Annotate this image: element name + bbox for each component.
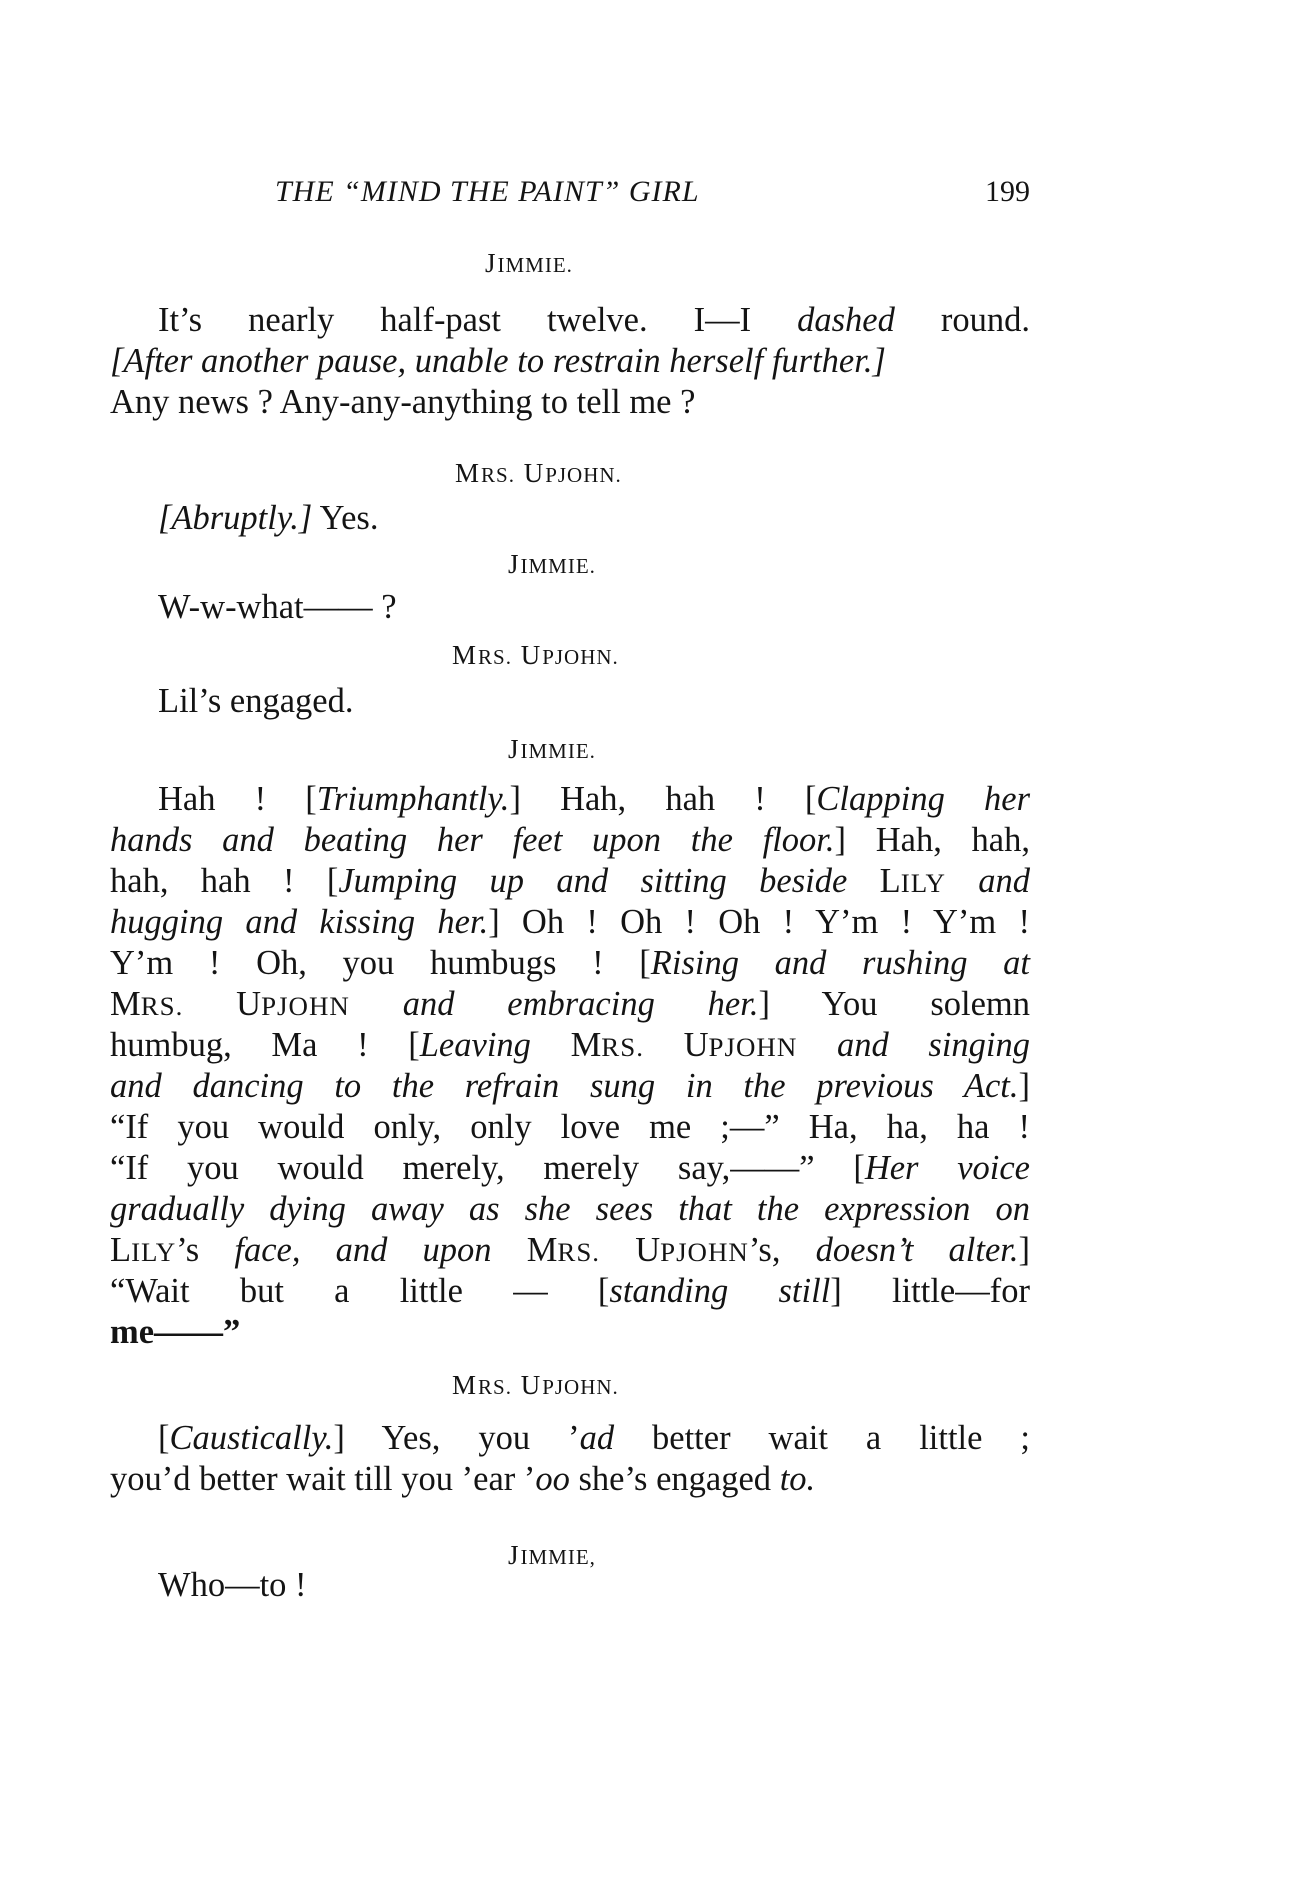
dialogue-line — [110, 984, 1030, 1026]
text: to. — [779, 1460, 816, 1498]
text: W-w-what—— ? — [158, 588, 397, 626]
text: Hah ! [ — [158, 780, 317, 818]
speaker-jimmie — [508, 1540, 596, 1571]
text: round. — [894, 301, 1030, 339]
speaker-rest: RS. — [481, 463, 515, 487]
text: Her voice — [864, 1149, 1030, 1187]
text: M — [110, 985, 141, 1023]
dialogue-line — [158, 498, 378, 538]
dialogue-line — [110, 1271, 1030, 1311]
text: and dancing to the refrain sung in the previous Act. — [110, 1067, 1019, 1105]
text: hugging and kissing her. — [110, 903, 489, 941]
speaker-rest: PJOHN. — [542, 645, 619, 669]
text: [After another pause, unable to restrain herself further.] — [110, 342, 886, 380]
speaker-mrs-upjohn — [452, 1370, 619, 1401]
text: U — [183, 985, 262, 1023]
text: Triumphantly. — [316, 780, 510, 818]
speaker-jimmie — [508, 734, 596, 765]
text: humbug, Ma ! [ — [110, 1026, 420, 1064]
text: ] — [1018, 1067, 1030, 1105]
dialogue-line — [158, 681, 353, 721]
speaker-rest: RS. — [478, 645, 512, 669]
text: U — [643, 1026, 709, 1064]
running-header — [275, 175, 1030, 209]
page-number: 199 — [985, 175, 1030, 208]
text: ] You solemn — [758, 985, 1031, 1023]
text: [ — [158, 1419, 170, 1457]
dialogue-line — [110, 943, 1030, 983]
text: PJOHN — [660, 1237, 749, 1267]
text: L — [879, 862, 901, 900]
text: Rising and rushing at — [650, 944, 1030, 982]
speaker-rest: IMMIE. — [497, 253, 573, 277]
text: RS. — [140, 991, 184, 1021]
speaker-initial: J — [508, 1540, 521, 1570]
speaker-rest: IMMIE. — [520, 554, 596, 578]
speaker-initial: U — [523, 458, 546, 488]
text: RS. — [601, 1032, 644, 1062]
speaker-mrs-upjohn — [452, 640, 619, 671]
speaker-initial: M — [452, 640, 479, 670]
text: ] little—for — [830, 1272, 1030, 1310]
dialogue-line — [158, 779, 1030, 819]
speaker-rest: PJOHN. — [542, 1375, 619, 1399]
text: ’s, — [748, 1231, 816, 1269]
text: ILY — [131, 1237, 177, 1267]
text: Clapping her — [816, 780, 1030, 818]
text: M — [491, 1231, 558, 1269]
dialogue-line — [158, 300, 1030, 340]
text: better wait a little ; — [614, 1419, 1030, 1457]
text: “Wait but a little — [ — [110, 1272, 610, 1310]
text: [Abruptly.] — [158, 499, 313, 537]
speaker-initial: J — [485, 248, 498, 278]
dialogue-line — [158, 1565, 307, 1605]
speaker-initial: U — [520, 640, 543, 670]
stage-direction — [110, 341, 1030, 381]
speaker-initial: J — [508, 549, 521, 579]
speaker-initial: M — [455, 458, 482, 488]
text: and embracing her. — [402, 985, 759, 1023]
speaker-mrs-upjohn — [455, 458, 622, 489]
text: Y’m ! Oh, you humbugs ! [ — [110, 944, 651, 982]
text: Leaving — [419, 1026, 531, 1064]
speaker-rest: PJOHN. — [545, 463, 622, 487]
text: “If you would merely, merely say,——” [ — [110, 1149, 865, 1187]
text: ] Hah, hah, — [834, 821, 1030, 859]
text: ILY — [900, 868, 946, 898]
dialogue-line — [110, 861, 1030, 903]
text: me——” — [110, 1313, 241, 1351]
text: dashed — [797, 301, 895, 339]
dialogue-line — [110, 1459, 815, 1499]
dialogue-line — [110, 1312, 240, 1352]
text: face, and upon — [234, 1231, 492, 1269]
text: and singing — [836, 1026, 1030, 1064]
dialogue-line — [110, 1107, 1030, 1147]
text: PJOHN — [261, 991, 350, 1021]
text: hah, hah ! [ — [110, 862, 339, 900]
text: Any news ? Any-any-anything to tell me ? — [110, 383, 696, 421]
text: “If you would only, only love me ;—” Ha, ha, ha ! — [110, 1108, 1030, 1146]
speaker-initial: U — [520, 1370, 543, 1400]
text: Jumping up and sitting beside — [338, 862, 880, 900]
speaker-jimmie — [485, 248, 573, 279]
dialogue-line — [158, 587, 397, 627]
speaker-initial: J — [508, 734, 521, 764]
speaker-jimmie — [508, 549, 596, 580]
text: M — [530, 1026, 602, 1064]
text: Yes. — [312, 499, 379, 537]
text: RS. — [557, 1237, 601, 1267]
dialogue-line — [110, 1066, 1030, 1106]
text: ’s — [176, 1231, 235, 1269]
text: ] Yes, you ’ — [333, 1419, 580, 1457]
speaker-rest: IMMIE. — [520, 739, 596, 763]
dialogue-line — [110, 1025, 1030, 1067]
text: ] Hah, hah ! [ — [509, 780, 817, 818]
text: ] Oh ! Oh ! Oh ! Y’m ! Y’m ! — [488, 903, 1030, 941]
text: ] — [1018, 1231, 1030, 1269]
text: oo — [535, 1460, 570, 1498]
dialogue-line — [158, 1418, 1030, 1458]
stage-direction — [110, 1189, 1030, 1229]
text: doesn’t alter. — [815, 1231, 1019, 1269]
dialogue-line — [110, 1148, 1030, 1188]
speaker-rest: RS. — [478, 1375, 512, 1399]
text: gradually dying away as she sees that the expression on — [110, 1190, 1030, 1228]
text: It’s nearly half-past twelve. I—I — [158, 301, 798, 339]
text: PJOHN — [708, 1032, 798, 1062]
dialogue-line — [110, 382, 695, 422]
text: you’d better wait till you ’ear ’ — [110, 1460, 536, 1498]
speaker-initial: M — [452, 1370, 479, 1400]
running-title: THE “MIND THE PAINT” GIRL — [275, 175, 700, 208]
text: she’s engaged — [569, 1460, 780, 1498]
text: ad — [579, 1419, 615, 1457]
text: hands and beating her feet upon the floor. — [110, 821, 835, 859]
text: U — [600, 1231, 661, 1269]
text: Caustically. — [169, 1419, 334, 1457]
dialogue-line — [110, 902, 1030, 942]
text: Who—to ! — [158, 1566, 307, 1604]
dialogue-line — [110, 1230, 1030, 1272]
text: L — [110, 1231, 132, 1269]
text: and — [945, 862, 1031, 900]
text: standing still — [609, 1272, 831, 1310]
dialogue-line — [110, 820, 1030, 860]
text: Lil’s engaged. — [158, 682, 354, 720]
speaker-rest: IMMIE, — [520, 1545, 596, 1569]
